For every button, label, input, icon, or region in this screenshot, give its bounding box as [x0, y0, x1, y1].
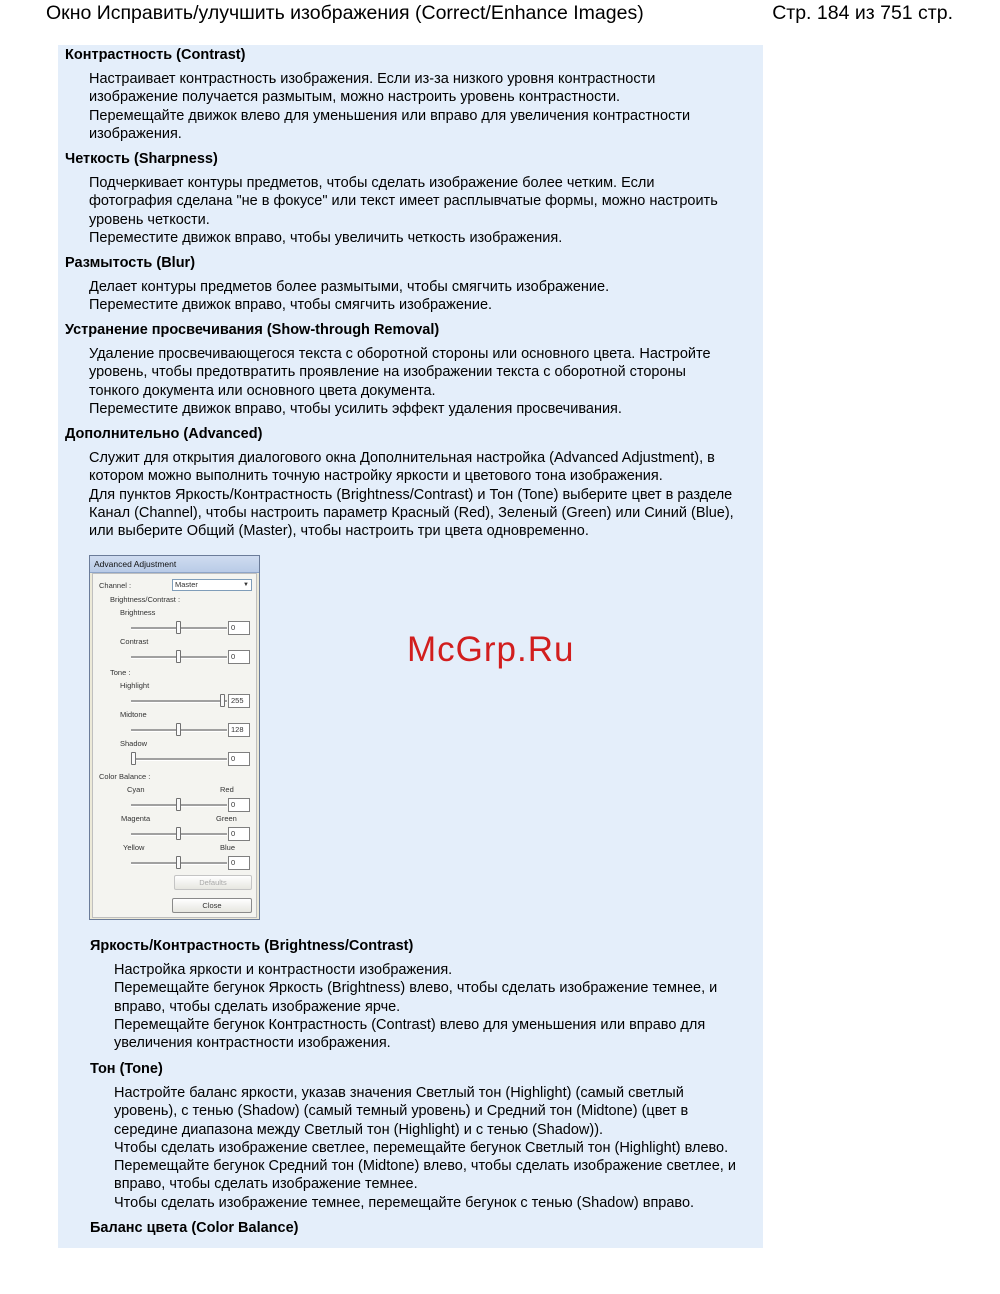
text-line: увеличения контрастности изображения.: [114, 1035, 391, 1052]
contrast-value-field[interactable]: 0: [228, 650, 250, 664]
dialog-body: [92, 573, 257, 918]
section-advanced: [65, 425, 755, 540]
brightness-slider-thumb[interactable]: [176, 621, 181, 634]
brightness-label: Brightness: [120, 608, 156, 617]
highlight-slider-track[interactable]: [131, 700, 227, 703]
text-line: или выберите Общий (Master), чтобы настроить три цвета одновременно.: [89, 523, 589, 540]
channel-value: Master: [175, 580, 198, 589]
text-line: тонкого документа или основного цвета документа.: [89, 382, 436, 399]
text-line: Чтобы сделать изображение темнее, перемещайте бегунок с тенью (Shadow) вправо.: [114, 1194, 695, 1211]
text-line: Канал (Channel), чтобы настроить параметр Красный (Red), Зеленый (Green) или Синий (Blue),: [89, 504, 734, 521]
text-line: Переместите движок вправо, чтобы смягчить изображение.: [89, 297, 493, 314]
highlight-slider-thumb[interactable]: [220, 694, 225, 707]
text-line: Настраивает контрастность изображения. Если из-за низкого уровня контрастности: [89, 71, 656, 87]
section-heading: Четкость (Sharpness): [65, 151, 218, 167]
text-line: Перемещайте бегунок Яркость (Brightness) влево, чтобы сделать изображение темнее, и: [114, 980, 718, 997]
text-line: Настройте баланс яркости, указав значения Светлый тон (Highlight) (самый светлый: [114, 1085, 684, 1101]
text-line: Перемещайте движок влево для уменьшения или вправо для увеличения контрастности: [89, 107, 691, 124]
text-line: уровень, чтобы предотвратить проявление на изображении текста с оборотной стороны: [89, 364, 686, 381]
text-line: Перемещайте бегунок Средний тон (Midtone) влево, чтобы сделать изображение светлее, и: [114, 1158, 736, 1175]
subsection-body: [114, 1084, 780, 1212]
subsection-color-balance: [90, 1219, 780, 1237]
midtone-label: Midtone: [120, 710, 147, 719]
text-line: уровень четкости.: [89, 211, 210, 228]
text-line: середине диапазона между Светлый тон (Highlight) и с тенью (Shadow)).: [114, 1121, 604, 1138]
midtone-slider-thumb[interactable]: [176, 723, 181, 736]
chevron-down-icon: ▼: [243, 582, 249, 588]
section-body: [89, 449, 755, 540]
section-body: [89, 174, 755, 247]
shadow-label: Shadow: [120, 739, 148, 748]
midtone-value-field[interactable]: 128: [228, 723, 250, 737]
section-heading: Размытость (Blur): [65, 255, 196, 271]
section-contrast: [65, 46, 755, 143]
text-line: Настройка яркости и контрастности изображения.: [114, 962, 453, 978]
channel-select[interactable]: [172, 579, 252, 591]
section-sharpness: [65, 150, 755, 247]
text-line: Подчеркивает контуры предметов, чтобы сделать изображение более четким. Если: [89, 175, 655, 191]
text-line: Перемещайте бегунок Контрастность (Contrast) влево для уменьшения или вправо для: [114, 1016, 706, 1033]
dialog-title: Advanced Adjustment: [90, 556, 259, 573]
text-line: фотография сделана "не в фокусе" или текст имеет расплывчатые формы, можно настроить: [89, 193, 718, 210]
text-line: Чтобы сделать изображение светлее, перемещайте бегунок Светлый тон (Highlight) влево.: [114, 1139, 729, 1156]
cyan-red-value-field[interactable]: 0: [228, 798, 250, 812]
brightness-contrast-group-label: Brightness/Contrast :: [110, 595, 181, 604]
subsection-brightness-contrast: [90, 937, 780, 1052]
cyan-label: Cyan: [127, 785, 145, 794]
subsection-body: [114, 961, 780, 1052]
text-line: вправо, чтобы сделать изображение темнее.: [114, 1176, 418, 1193]
section-show-through: [65, 321, 755, 418]
section-body: [89, 345, 755, 418]
section-heading: Дополнительно (Advanced): [65, 426, 263, 442]
text-line: изображение получается размытым, можно настроить уровень контрастности.: [89, 89, 621, 106]
watermark: McGrp.Ru: [407, 630, 575, 669]
contrast-label: Contrast: [120, 637, 149, 646]
highlight-value-field[interactable]: 255: [228, 694, 250, 708]
close-button[interactable]: Close: [172, 898, 252, 913]
text-line: Переместите движок вправо, чтобы усилить эффект удаления просвечивания.: [89, 400, 622, 417]
color-balance-group-label: Color Balance :: [99, 772, 151, 781]
page-header: [0, 0, 1000, 40]
text-line: Переместите движок вправо, чтобы увеличить четкость изображения.: [89, 229, 563, 246]
text-line: Служит для открытия диалогового окна Дополнительная настройка (Advanced Adjustment), в: [89, 450, 715, 466]
subsection-heading: Баланс цвета (Color Balance): [90, 1220, 299, 1236]
channel-label: Channel :: [99, 581, 132, 590]
section-heading: Контрастность (Contrast): [65, 47, 246, 63]
text-line: Удаление просвечивающегося текста с оборотной стороны или основного цвета. Настройте: [89, 346, 711, 362]
text-line: котором можно выполнить точную настройку яркости и цветового тона изображения.: [89, 468, 663, 485]
highlight-label: Highlight: [120, 681, 150, 690]
yellow-blue-value-field[interactable]: 0: [228, 856, 250, 870]
red-label: Red: [220, 785, 234, 794]
cyan-red-slider-thumb[interactable]: [176, 798, 181, 811]
page-number: Стр. 184 из 751 стр.: [772, 2, 953, 24]
text-line: Для пунктов Яркость/Контрастность (Brightness/Contrast) и Тон (Tone) выберите цвет в разделе: [89, 486, 733, 503]
green-label: Green: [216, 814, 237, 823]
subsection-heading: Яркость/Контрастность (Brightness/Contrast): [90, 938, 414, 954]
magenta-label: Magenta: [121, 814, 151, 823]
advanced-adjustment-dialog: [89, 555, 260, 920]
blue-label: Blue: [220, 843, 236, 852]
defaults-button[interactable]: Defaults: [174, 875, 252, 890]
text-line: вправо, чтобы сделать изображение ярче.: [114, 998, 401, 1015]
shadow-slider-thumb[interactable]: [131, 752, 136, 765]
shadow-slider-track[interactable]: [131, 758, 227, 761]
tone-group-label: Tone :: [110, 668, 131, 677]
yellow-label: Yellow: [123, 843, 145, 852]
section-body: [89, 70, 755, 143]
page-title: Окно Исправить/улучшить изображения (Correct/Enhance Images): [46, 2, 644, 24]
text-line: уровень), с тенью (Shadow) (самый темный уровень) и Средний тон (Midtone) (цвет в: [114, 1103, 689, 1120]
text-line: изображения.: [89, 125, 182, 142]
section-heading: Устранение просвечивания (Show-through Removal): [65, 322, 440, 338]
yellow-blue-slider-thumb[interactable]: [176, 856, 181, 869]
subsection-tone: [90, 1060, 780, 1212]
magenta-green-slider-thumb[interactable]: [176, 827, 181, 840]
shadow-value-field[interactable]: 0: [228, 752, 250, 766]
contrast-slider-thumb[interactable]: [176, 650, 181, 663]
section-blur: [65, 254, 755, 315]
text-line: Делает контуры предметов более размытыми, чтобы смягчить изображение.: [89, 279, 610, 295]
brightness-value-field[interactable]: 0: [228, 621, 250, 635]
magenta-green-value-field[interactable]: 0: [228, 827, 250, 841]
section-body: [89, 278, 755, 315]
subsection-heading: Тон (Tone): [90, 1061, 163, 1077]
